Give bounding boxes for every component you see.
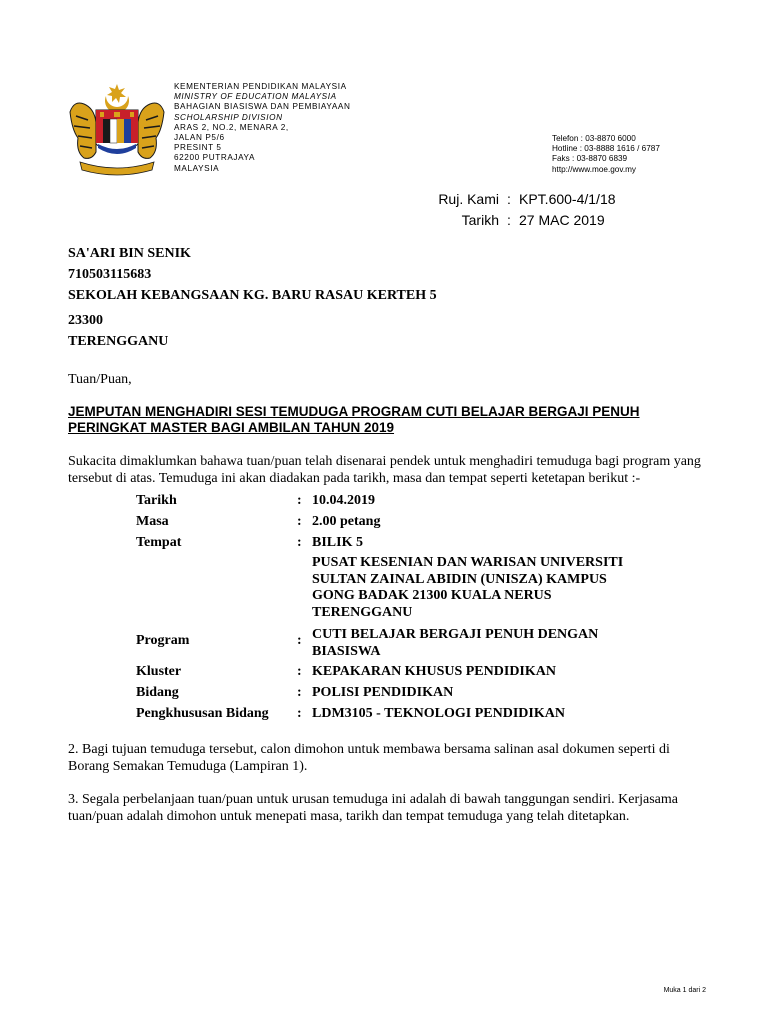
paragraph-line: tersebut di atas. Temuduga ini akan diadakan pada tarikh, masa dan tempat seperti ketetapan berikut :- xyxy=(68,470,641,486)
reference-block xyxy=(436,189,616,231)
recipient-id: 710503115683 xyxy=(68,267,152,282)
recipient-state: TERENGGANU xyxy=(68,334,169,349)
tarikh-row xyxy=(436,210,616,231)
tarikh-label: Tarikh xyxy=(461,212,499,228)
ministry-line: SCHOLARSHIP DIVISION xyxy=(174,112,283,122)
ministry-address-block xyxy=(174,82,350,174)
hotline-line: Hotline : 03-8888 1616 / 6787 xyxy=(552,144,660,154)
detail-value: POLISI PENDIDIKAN xyxy=(312,685,454,700)
website-link[interactable]: http://www.moe.gov.my xyxy=(552,164,637,174)
colon: : xyxy=(297,664,302,679)
subject-line: PERINGKAT MASTER BAGI AMBILAN TAHUN 2019 xyxy=(68,420,395,435)
ruj-kami-row xyxy=(436,189,616,210)
recipient-name: SA'ARI BIN SENIK xyxy=(68,246,191,261)
detail-value: 10.04.2019 xyxy=(312,493,375,508)
ministry-line: 62200 PUTRAJAYA xyxy=(174,153,256,163)
ministry-line: MALAYSIA xyxy=(174,163,220,173)
telefon-line: Telefon : 03-8870 6000 xyxy=(552,134,636,143)
letter-subject xyxy=(68,404,708,436)
detail-label: Kluster xyxy=(136,664,182,679)
detail-label: Bidang xyxy=(136,685,179,700)
colon: : xyxy=(297,685,302,700)
colon: : xyxy=(297,535,302,550)
ruj-kami-label: Ruj. Kami xyxy=(438,191,499,207)
ministry-line: PRESINT 5 xyxy=(174,143,222,153)
salutation: Tuan/Puan, xyxy=(68,372,132,387)
ruj-kami-value: KPT.600-4/1/18 xyxy=(519,191,616,207)
detail-label: Masa xyxy=(136,514,169,529)
paragraph-intro xyxy=(68,454,708,487)
recipient-postcode: 23300 xyxy=(68,313,103,328)
colon: : xyxy=(297,514,302,529)
faks-line: Faks : 03-8870 6839 xyxy=(552,154,628,164)
detail-value: BILIK 5 xyxy=(312,535,363,550)
detail-value: CUTI BELAJAR BERGAJI PENUH DENGAN BIASISWA xyxy=(312,627,599,659)
detail-label: Program xyxy=(136,633,190,648)
colon: : xyxy=(297,706,302,721)
ministry-line: MINISTRY OF EDUCATION MALAYSIA xyxy=(174,92,337,102)
detail-value: PUSAT KESENIAN DAN WARISAN UNIVERSITI SULTAN ZAINAL ABIDIN (UNISZA) KAMPUS GONG BADAK 21300 KUALA NERUS TERENGGANU xyxy=(312,555,624,620)
detail-value: KEPAKARAN KHUSUS PENDIDIKAN xyxy=(312,664,556,679)
detail-value: 2.00 petang xyxy=(312,514,381,529)
detail-value: LDM3105 - TEKNOLOGI PENDIDIKAN xyxy=(312,706,565,721)
coat-of-arms-logo xyxy=(66,82,168,178)
colon: : xyxy=(297,493,302,508)
colon: : xyxy=(297,633,302,648)
paragraph-line: Sukacita dimaklumkan bahawa tuan/puan telah disenarai pendek untuk menghadiri temuduga bagi program yang xyxy=(68,454,701,469)
ministry-line: JALAN P5/6 xyxy=(174,133,225,143)
ministry-line: KEMENTERIAN PENDIDIKAN MALAYSIA xyxy=(174,82,347,91)
paragraph-2: 2. Bagi tujuan temuduga tersebut, calon dimohon untuk membawa bersama salinan asal dokumen seperti di Borang Semakan Temuduga (Lampiran 1). xyxy=(68,742,670,774)
paragraph-3: 3. Segala perbelanjaan tuan/puan untuk urusan temuduga ini adalah di bawah tanggungan sendiri. Kerjasama tuan/puan adalah dimohon untuk menepati masa, tarikh dan tempat temuduga yang telah ditetapkan. xyxy=(68,792,678,824)
colon: : xyxy=(507,191,511,207)
ministry-line: BAHAGIAN BIASISWA DAN PEMBIAYAAN xyxy=(174,102,351,112)
detail-label: Pengkhususan Bidang xyxy=(136,706,269,721)
colon: : xyxy=(507,212,511,228)
detail-label: Tempat xyxy=(136,535,182,550)
recipient-school: SEKOLAH KEBANGSAAN KG. BARU RASAU KERTEH 5 xyxy=(68,288,437,303)
subject-line: JEMPUTAN MENGHADIRI SESI TEMUDUGA PROGRAM CUTI BELAJAR BERGAJI PENUH xyxy=(68,404,640,419)
tarikh-value: 27 MAC 2019 xyxy=(519,212,605,228)
detail-label: Tarikh xyxy=(136,493,177,508)
page-number: Muka 1 dari 2 xyxy=(663,987,706,994)
ministry-line: ARAS 2, NO.2, MENARA 2, xyxy=(174,122,289,132)
contact-block xyxy=(552,134,660,175)
